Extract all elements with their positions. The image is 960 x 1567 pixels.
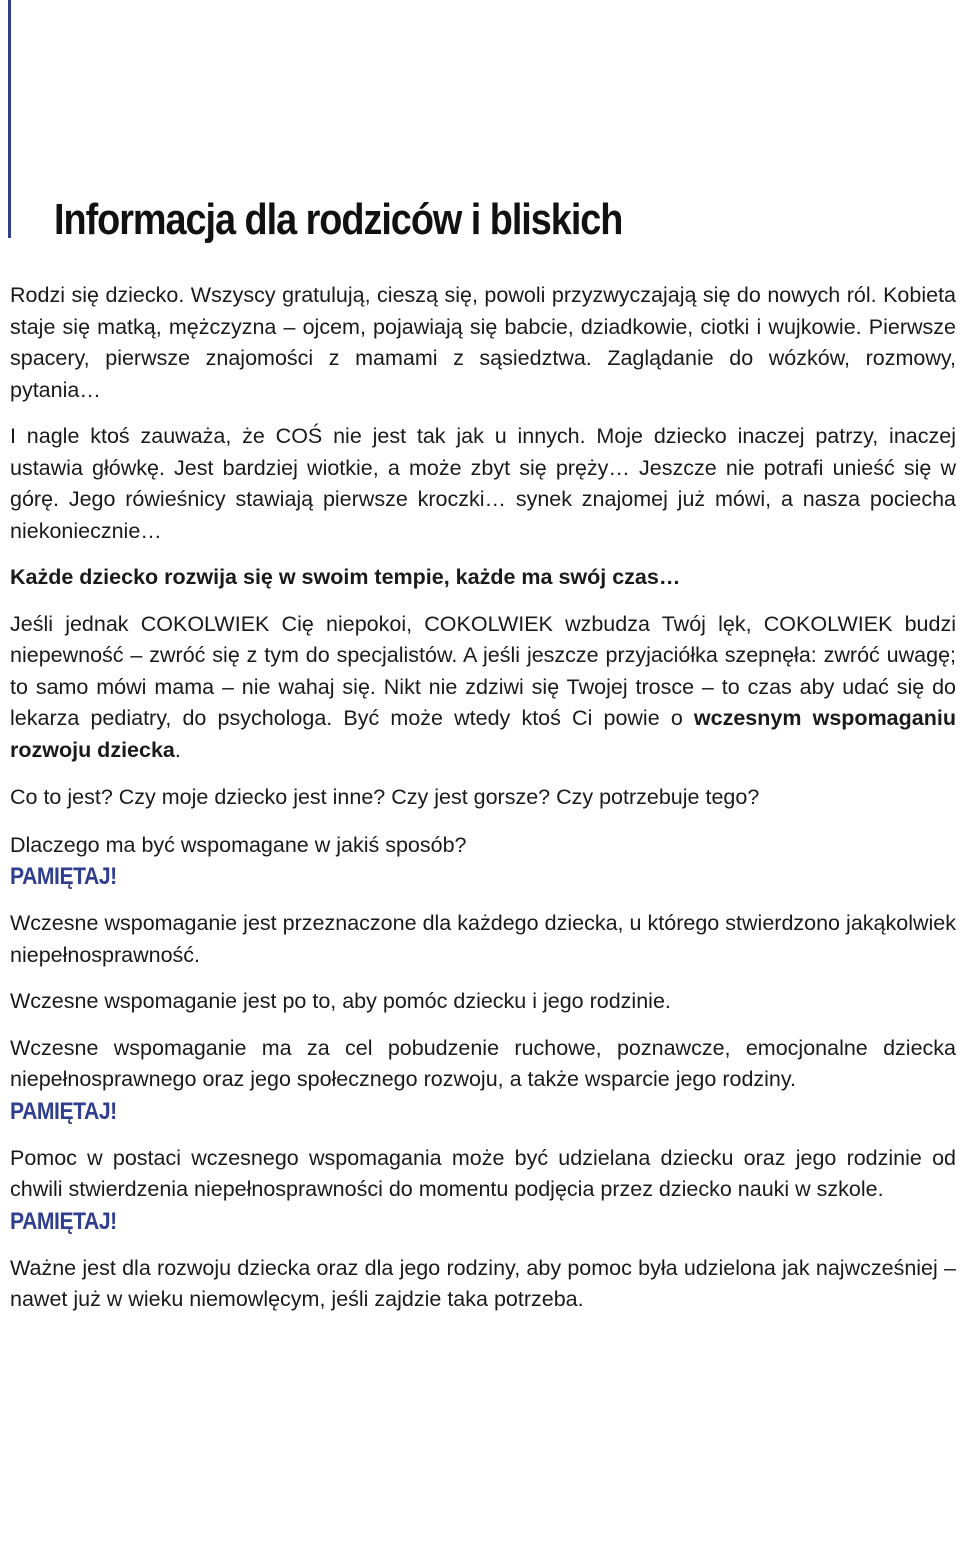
intro-paragraph-1: Rodzi się dziecko. Wszyscy gratulują, cieszą się, powoli przyzwyczajają się do nowych ról. Kobieta staje się matką, mężczyzna – ojcem, pojawiają się babcie, dziadkowie, ciotki i wujkowie. Pierwsze spacery, pierwsze znajomości z mamami z sąsiedztwa. Zaglądanie do wózków, rozmowy, pytania… xyxy=(10,283,956,402)
remember-1-paragraph-2: Wczesne wspomaganie jest po to, aby pomóc dziecku i jego rodzinie. xyxy=(10,989,671,1013)
key-statement: Każde dziecko rozwija się w swoim tempie, każde ma swój czas… xyxy=(10,565,681,589)
highlighted-term: wczesnym wspomaganiu rozwoju dziecka xyxy=(10,706,956,762)
document-body xyxy=(10,280,956,1316)
remember-1-paragraph-3: Wczesne wspomaganie ma za cel pobudzenie ruchowe, poznawcze, emocjonalne dziecka niepełnosprawnego oraz jego społecznego rozwoju, a także wsparcie jego rodziny. xyxy=(10,1035,956,1091)
intro-paragraph-3-start: Jeśli jednak COKOLWIEK Cię niepokoi, COKOLWIEK wzbudza Twój lęk, COKOLWIEK budzi niepewność – zwróć się z tym do specjalistów. A jeśli jeszcze przyjaciółka szepnęła: zwróć uwagę; to samo mówi mama – nie wahaj się. Nikt nie zdziwi się Twojej trosce – to czas aby udać się do lekarza pediatry, do psychologa. Być może wtedy ktoś Ci powie o xyxy=(10,611,956,730)
intro-paragraph-3 xyxy=(10,609,956,767)
page-title: Informacja dla rodziców i bliskich xyxy=(54,195,623,244)
remember-heading-1: PAMIĘTAJ! xyxy=(10,863,117,890)
remember-heading-2: PAMIĘTAJ! xyxy=(10,1097,117,1125)
intro-paragraph-2: I nagle ktoś zauważa, że COŚ nie jest tak jak u innych. Moje dziecko inaczej patrzy, inaczej ustawia główkę. Jest bardziej wiotkie, a może zbyt się pręży… Jeszcze nie potrafi unieść się w górę. Jego rówieśnicy stawiają pierwsze kroczki… synek znajomej już mówi, a nasza pociecha niekoniecznie… xyxy=(10,424,956,543)
question-line-1: Co to jest? Czy moje dziecko jest inne? Czy jest gorsze? Czy potrzebuje tego? xyxy=(10,785,760,809)
intro-paragraph-3-end: . xyxy=(174,737,181,762)
remember-2-paragraph-1: Pomoc w postaci wczesnego wspomagania może być udzielana dziecku oraz jego rodzinie od chwili stwierdzenia niepełnosprawności do momentu podjęcia przez dziecko nauki w szkole. xyxy=(10,1145,956,1201)
accent-bar xyxy=(8,0,11,238)
remember-heading-3: PAMIĘTAJ! xyxy=(10,1207,117,1235)
remember-3-paragraph-1: Ważne jest dla rozwoju dziecka oraz dla jego rodziny, aby pomoc była udzielona jak najwcześniej – nawet już w wieku niemowlęcym, jeśli zajdzie taka potrzeba. xyxy=(10,1255,956,1311)
remember-1-paragraph-1: Wczesne wspomaganie jest przeznaczone dla każdego dziecka, u którego stwierdzono jakąkolwiek niepełnosprawność. xyxy=(10,911,956,967)
question-line-2: Dlaczego ma być wspomagane w jakiś sposób? xyxy=(10,832,467,857)
